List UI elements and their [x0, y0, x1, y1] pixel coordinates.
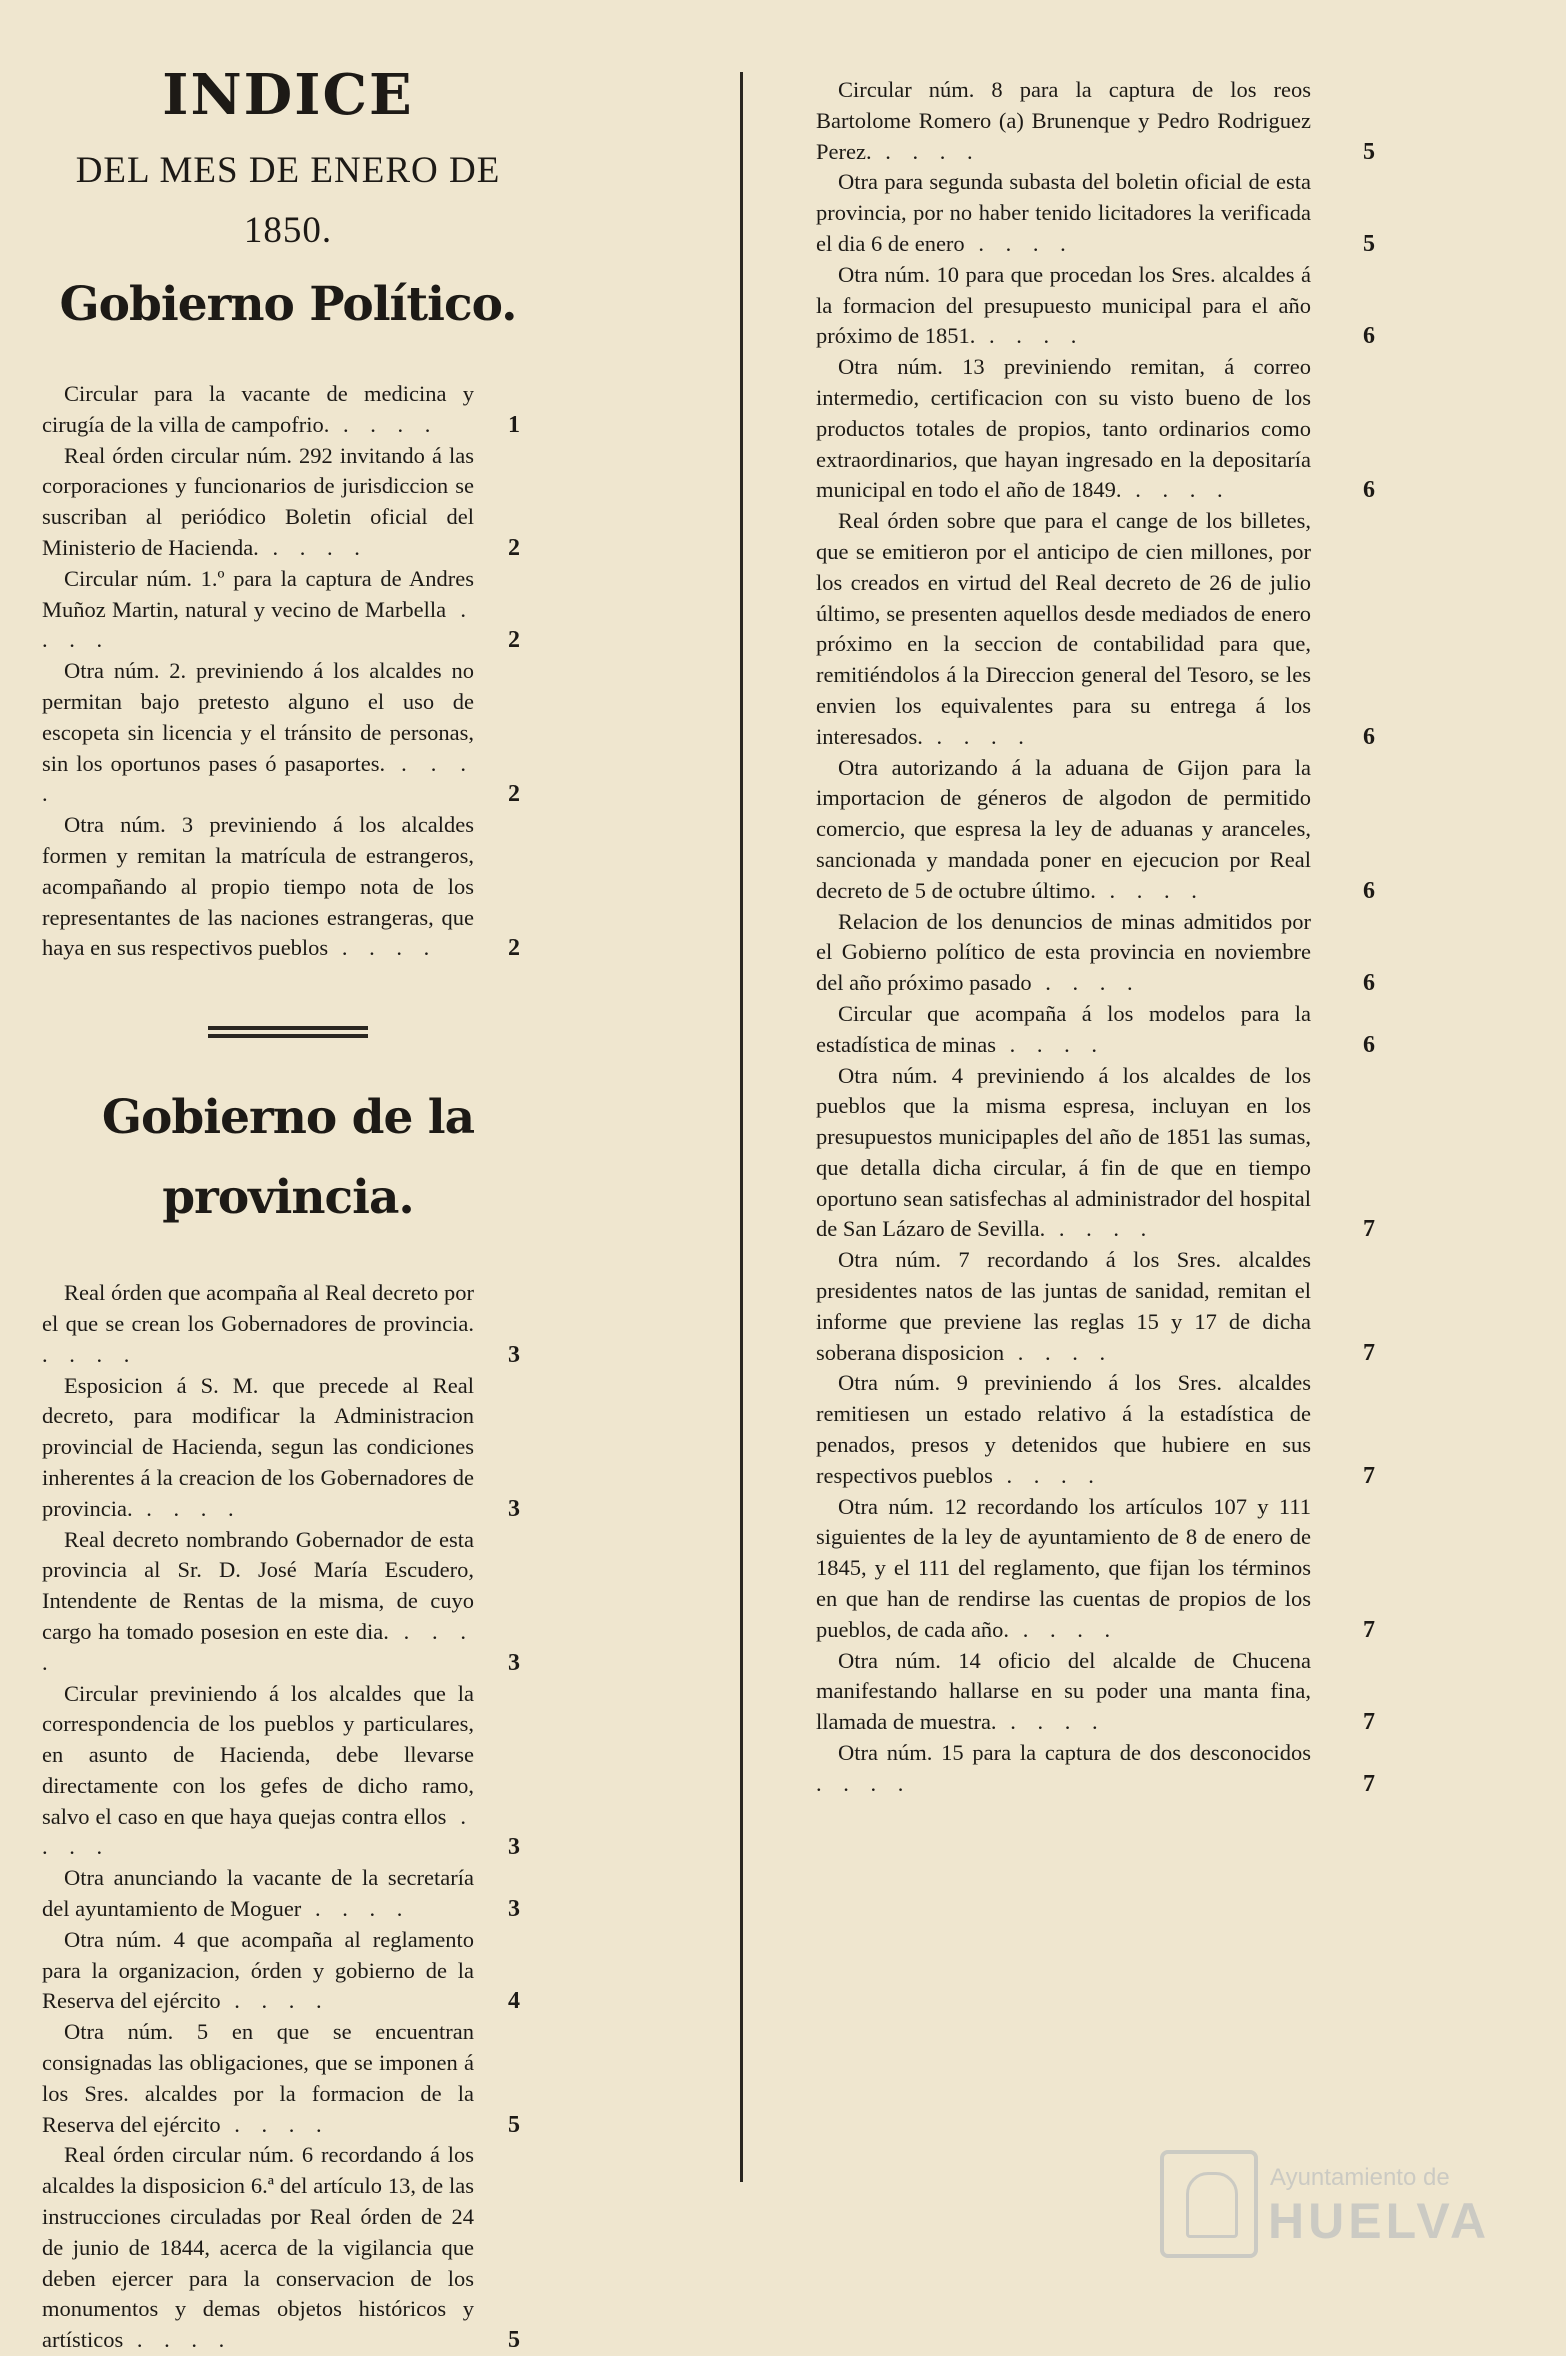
- leader-dots: . . . .: [301, 1896, 411, 1922]
- index-entry: [42, 656, 534, 810]
- entry-text: Otra núm. 3 previniendo á los alcaldes formen y remitan la matrícula de estrangeros, acompañando al propio tiempo nota de los representantes de las naciones estrangeras, que haya en sus respectivos pueblos: [42, 812, 474, 961]
- leader-dots: . . . .: [220, 2111, 330, 2137]
- entry-text: Otra núm. 2. previniendo á los alcaldes no permitan bajo pretesto alguno el uso de escopeta sin licencia y el tránsito de personas, sin los oportunos pases ó pasaportes.: [42, 658, 474, 776]
- leader-dots: . . . .: [922, 723, 1032, 749]
- entry-page-number: 2: [508, 935, 520, 962]
- entry-page-number: 3: [508, 1495, 520, 1522]
- leader-dots: . . . .: [1031, 970, 1141, 996]
- leader-dots: . . . .: [1004, 1339, 1114, 1365]
- entry-page-number: 7: [1363, 1462, 1375, 1489]
- leader-dots: . . . .: [871, 138, 981, 164]
- index-entry: [816, 1245, 1389, 1368]
- entry-page-number: 7: [1363, 1339, 1375, 1366]
- section-title-politico: Gobierno Político.: [59, 277, 517, 332]
- entry-text: Otra núm. 10 para que procedan los Sres. alcaldes á la formacion del presupuesto municipal para el año próximo de 1851.: [816, 261, 1311, 349]
- entry-page-number: 1: [508, 411, 520, 438]
- leader-dots: . . . .: [42, 750, 475, 807]
- entry-page-number: 2: [508, 534, 520, 561]
- leader-dots: . . . .: [220, 1988, 330, 2014]
- entry-text: Otra núm. 14 oficio del alcalde de Chucena manifestando hallarse en su poder una manta fina, llamada de muestra.: [816, 1647, 1311, 1735]
- watermark-line2: HUELVA: [1268, 2193, 1491, 2249]
- entry-page-number: 5: [1363, 230, 1375, 257]
- index-entry: [816, 1061, 1389, 1246]
- entry-text: Real decreto nombrando Gobernador de esta provincia al Sr. D. José María Escudero, Intendente de Rentas de la misma, de cuyo cargo ha tomado posesion en este dia.: [42, 1526, 474, 1644]
- leader-dots: . . . .: [123, 2327, 233, 2353]
- entry-text: Circular que acompaña á los modelos para la estadística de minas: [816, 1000, 1311, 1057]
- index-entry: [816, 352, 1389, 506]
- index-title: INDICE: [162, 62, 414, 128]
- right-column: [816, 75, 1389, 1800]
- leader-dots: . . . .: [1095, 877, 1205, 903]
- index-entry: [816, 167, 1389, 259]
- index-entry: [42, 1278, 534, 1370]
- watermark-line1: Ayuntamiento de: [1270, 2164, 1450, 2191]
- left-column: [42, 55, 534, 2356]
- entry-page-number: 6: [1363, 970, 1375, 997]
- leader-dots: . . . .: [992, 1462, 1102, 1488]
- index-entry: [42, 1679, 534, 1864]
- entry-text: Circular previniendo á los alcaldes que la correspondencia de los pueblos y particulares, en asunto de Hacienda, debe llevarse directamente con los gefes de dicho ramo, salvo el caso en que haya quejas contra ellos: [42, 1680, 474, 1829]
- entry-text: Otra autorizando á la aduana de Gijon para la importacion de géneros de algodon de permitido comercio, que espresa la ley de aduanas y aranceles, sancionada y mandada poner en ejecucion por Real decreto de 5 de octubre último.: [816, 754, 1311, 903]
- entry-page-number: 6: [1363, 723, 1375, 750]
- entry-page-number: 4: [508, 1988, 520, 2015]
- index-entry: [42, 379, 534, 441]
- column-rule: [740, 72, 743, 2182]
- entry-page-number: 7: [1363, 1216, 1375, 1243]
- index-entry: [816, 1646, 1389, 1738]
- entries-provincia: [42, 1278, 534, 2356]
- index-entry: [42, 441, 534, 564]
- index-entry: [42, 2140, 534, 2356]
- entry-page-number: 6: [1363, 477, 1375, 504]
- leader-dots: . . . .: [1009, 1616, 1119, 1642]
- entry-page-number: 6: [1363, 877, 1375, 904]
- index-entry: [42, 2017, 534, 2140]
- entry-page-number: 5: [1363, 138, 1375, 165]
- leader-dots: . . . .: [42, 1341, 138, 1367]
- index-subtitle: DEL MES DE ENERO DE 1850.: [75, 150, 501, 251]
- entry-text: Circular núm. 8 para la captura de los reos Bartolome Romero (a) Brunenque y Pedro Rodriguez Perez.: [816, 77, 1311, 164]
- leader-dots: . . . .: [258, 534, 368, 560]
- leader-dots: . . . .: [42, 1618, 474, 1675]
- entry-page-number: 2: [508, 627, 520, 654]
- index-entry: [42, 1371, 534, 1525]
- entry-page-number: 6: [1363, 323, 1375, 350]
- entry-page-number: 3: [508, 1834, 520, 1861]
- entry-page-number: 7: [1363, 1616, 1375, 1643]
- index-entry: [816, 260, 1389, 352]
- entry-text: Otra núm. 12 recordando los artículos 107 y 111 siguientes de la ley de ayuntamiento de 8 de enero de 1845, y el 111 del reglamento, que fijan los términos en que han de rendirse las cuentas de propios de los pueblos, de cada año.: [816, 1493, 1311, 1642]
- leader-dots: . . . .: [328, 935, 438, 961]
- entry-page-number: 3: [508, 1896, 520, 1923]
- entry-text: Otra núm. 4 previniendo á los alcaldes de los pueblos que la misma espresa, incluyan en los presupuestos municipaples del año de 1851 las sumas, que detalla dicha circular, á fin de que en tiempo oportuno sean satisfechas al administrador del hospital de San Lázaro de Sevilla.: [816, 1062, 1311, 1242]
- entry-page-number: 7: [1363, 1770, 1375, 1797]
- entry-text: Otra núm. 5 en que se encuentran consignadas las obligaciones, que se imponen á los Sres. alcaldes por la formacion de la Reserva del ejército: [42, 2019, 474, 2137]
- index-entry: [816, 1738, 1389, 1800]
- leader-dots: . . . .: [1121, 477, 1231, 503]
- entry-text: Otra para segunda subasta del boletin oficial de esta provincia, por no haber tenido licitadores la verificada el dia 6 de enero: [816, 169, 1311, 256]
- entries-politico: [42, 379, 534, 964]
- index-entry: [816, 1368, 1389, 1491]
- index-entry: [42, 564, 534, 656]
- index-entry: [816, 753, 1389, 907]
- index-entry: [816, 75, 1389, 167]
- leader-dots: . . . .: [995, 1031, 1105, 1057]
- entry-text: Circular para la vacante de medicina y cirugía de la villa de campofrio.: [42, 381, 474, 437]
- section-title-provincia: Gobierno de la provincia.: [101, 1090, 475, 1226]
- leader-dots: . . . .: [996, 1709, 1106, 1735]
- entry-page-number: 7: [1363, 1709, 1375, 1736]
- entry-text: Real órden que acompaña al Real decreto por el que se crean los Gobernadores de provincia.: [42, 1280, 474, 1336]
- entry-page-number: 5: [508, 2111, 520, 2138]
- entry-page-number: 5: [508, 2327, 520, 2354]
- index-entry: [42, 1525, 534, 1679]
- entry-page-number: 3: [508, 1649, 520, 1676]
- entry-text: Real órden circular núm. 292 invitando á las corporaciones y funcionarios de jurisdiccion se suscriban al periódico Boletin oficial del Ministerio de Hacienda.: [42, 442, 474, 560]
- leader-dots: . . . .: [1045, 1216, 1155, 1242]
- entry-text: Otra anunciando la vacante de la secretaría del ayuntamiento de Moguer: [42, 1865, 474, 1922]
- entry-text: Real órden circular núm. 6 recordando á los alcaldes la disposicion 6.ª del artículo 13, de las instrucciones circuladas por Real órden de 24 de junio de 1844, acerca de la vigilancia que deben ejercer para la conservacion de los monumentos y demas objetos históricos y artísticos: [42, 2142, 474, 2353]
- entry-text: Relacion de los denuncios de minas admitidos por el Gobierno político de esta provincia en noviembre del año próximo pasado: [816, 908, 1311, 996]
- index-entry: [42, 1925, 534, 2017]
- leader-dots: . . . .: [42, 596, 474, 653]
- index-entry: [816, 1492, 1389, 1646]
- watermark-stamp: [1160, 2150, 1500, 2260]
- leader-dots: . . . .: [42, 1803, 474, 1860]
- entry-text: Otra núm. 15 para la captura de dos desconocidos: [838, 1740, 1311, 1766]
- entry-text: Otra núm. 9 previniendo á los Sres. alcaldes remitiesen un estado relativo á la estadística de penados, presos y detenidos que hubiere en sus respectivos pueblos: [816, 1370, 1311, 1488]
- entry-page-number: 3: [508, 1341, 520, 1368]
- entry-text: Otra núm. 13 previniendo remitan, á correo intermedio, certificacion con su visto bueno de los productos totales de propios, tanto ordinarios como extraordinarios, que hayan ingresado en la depositaría municipal en todo el año de 1849.: [816, 354, 1311, 503]
- leader-dots: . . . .: [816, 1770, 912, 1796]
- leader-dots: . . . .: [329, 411, 439, 437]
- entry-page-number: 2: [508, 781, 520, 808]
- entry-text: Otra núm. 7 recordando á los Sres. alcaldes presidentes natos de las juntas de sanidad, remitan el informe que previene las reglas 15 y 17 de dicha soberana disposicion: [816, 1247, 1311, 1365]
- index-entry: [42, 810, 534, 964]
- entries-right: [816, 75, 1389, 1800]
- entry-text: Circular núm. 1.º para la captura de Andres Muñoz Martin, natural y vecino de Marbella: [42, 565, 474, 622]
- index-entry: [816, 506, 1389, 752]
- entry-text: Otra núm. 4 que acompaña al reglamento para la organizacion, órden y gobierno de la Reserva del ejército: [42, 1926, 474, 2014]
- leader-dots: . . . .: [132, 1495, 242, 1521]
- section-divider: [208, 1026, 368, 1038]
- index-entry: [42, 1863, 534, 1925]
- index-entry: [816, 907, 1389, 999]
- leader-dots: . . . .: [975, 323, 1085, 349]
- entry-text: Esposicion á S. M. que precede al Real decreto, para modificar la Administracion provincial de Hacienda, segun las condiciones inherentes á la creacion de los Gobernadores de provincia.: [42, 1372, 474, 1521]
- entry-text: Real órden sobre que para el cange de los billetes, que se emitieron por el anticipo de cien millones, por los creados en virtud del Real decreto de 26 de julio último, se presenten aquellos desde mediados de enero próximo en la seccion de contabilidad para que, remitiéndolos á la Direccion general del Tesoro, se les envien los equivalentes para su entrega á los interesados.: [816, 508, 1311, 749]
- leader-dots: . . . .: [964, 230, 1074, 256]
- entry-page-number: 6: [1363, 1031, 1375, 1058]
- city-hall-shield-icon: [1160, 2150, 1258, 2258]
- index-entry: [816, 999, 1389, 1061]
